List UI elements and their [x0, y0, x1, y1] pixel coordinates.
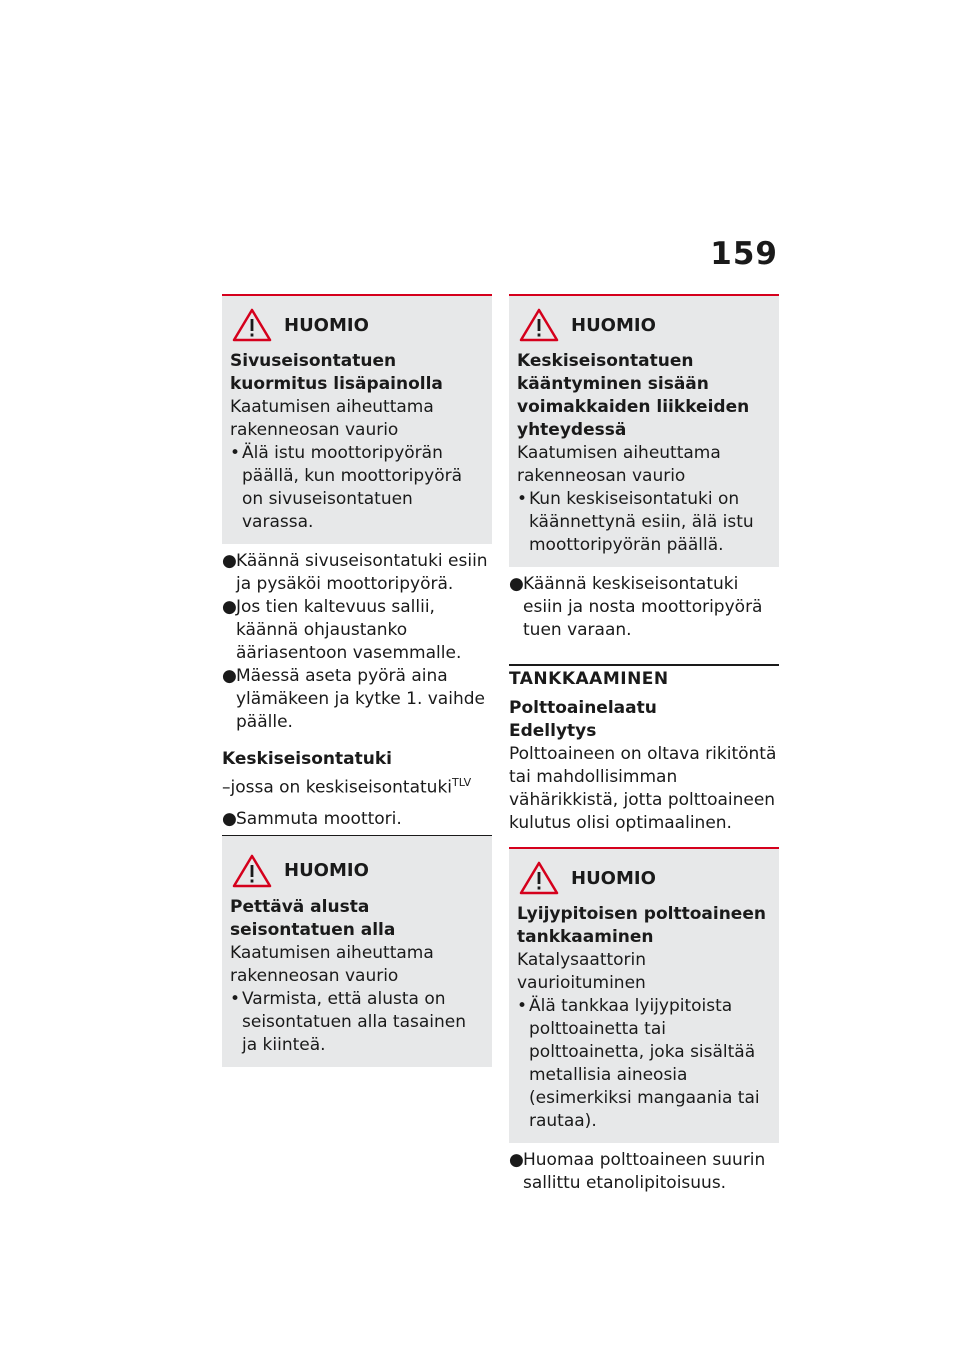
notice-text: Kaatumisen aiheuttama rakenneosan vaurio — [230, 942, 434, 986]
warning-triangle-icon — [519, 308, 559, 342]
action-list — [222, 550, 492, 734]
fuel-quality-heading: Polttoainelaatu — [509, 698, 657, 718]
notice-bullet: • Varmista, että alusta on seisontatuen alla tasainen ja kiinteä. — [230, 988, 467, 1055]
warning-triangle-icon — [519, 861, 559, 895]
section-title: TANKKAAMINEN — [509, 669, 669, 689]
action-item: ● Käännä keskiseisontatuki esiin ja nosta moottoripyörä tuen varaan. — [509, 574, 763, 640]
right-column — [509, 294, 779, 1195]
notice-box — [222, 836, 492, 1067]
variant-code: TLV — [452, 776, 472, 789]
action-list — [509, 573, 779, 642]
notice-text: Kaatumisen aiheuttama rakenneosan vaurio — [230, 397, 434, 440]
notice-box — [222, 294, 492, 544]
section-header — [509, 664, 779, 691]
notice-header — [519, 308, 771, 342]
center-stand-note: –jossa on keskiseisontatuki$^{TLV}$ — [222, 776, 472, 798]
notice-header — [519, 861, 771, 895]
notice-subject: Lyijypitoisen polttoaineen tankkaaminen — [517, 904, 766, 947]
notice-subject: Pettävä alusta seisontatuen alla — [230, 896, 396, 940]
action-list — [222, 808, 492, 831]
notice-text: Katalysaattorin vaurioituminen — [517, 950, 647, 993]
action-item: ● Jos tien kaltevuus sallii, käännä ohjaustanko ääriasentoon vasemmalle. — [222, 597, 462, 663]
notice-title: HUOMIO — [284, 860, 369, 882]
left-column — [222, 294, 492, 1067]
notice-bullet: • Älä tankkaa lyijypitoista polttoainetta tai polttoainetta, joka sisältää metallisia aineosia (esimerkiksi mangaania tai rautaa). — [517, 996, 760, 1131]
notice-header — [232, 854, 484, 888]
notice-header — [232, 308, 484, 342]
notice-text: Kaatumisen aiheuttama rakenneosan vaurio — [517, 443, 721, 486]
notice-subject: Keskiseisontatuen kääntyminen sisään voimakkaiden liikkeiden yhteydessä — [517, 351, 750, 440]
notice-box — [509, 847, 779, 1143]
notice-title: HUOMIO — [284, 314, 369, 336]
center-stand-heading: Keskiseisontatuki — [222, 749, 392, 769]
action-item: ● Huomaa polttoaineen suurin sallittu etanolipitoisuus. — [509, 1150, 766, 1193]
action-list — [509, 1149, 779, 1195]
page-number: 159 — [710, 236, 778, 272]
warning-triangle-icon — [232, 308, 272, 342]
action-item: ● Sammuta moottori. — [222, 808, 402, 829]
notice-title: HUOMIO — [571, 314, 656, 336]
action-item: ● Käännä sivuseisontatuki esiin ja pysäköi moottoripyörä. — [222, 551, 488, 594]
requirement-heading: Edellytys — [509, 721, 597, 741]
notice-bullet: • Kun keskiseisontatuki on käännettynä esiin, älä istu moottoripyörän päällä. — [517, 489, 754, 555]
notice-subject: Sivuseisontatuen kuormitus lisäpainolla — [230, 351, 443, 394]
notice-title: HUOMIO — [571, 867, 656, 889]
action-item: ● Mäessä aseta pyörä aina ylämäkeen ja kytke 1. vaihde päälle. — [222, 666, 485, 732]
notice-box — [509, 294, 779, 567]
notice-bullet: • Älä istu moottoripyörän päällä, kun moottoripyörä on sivuseisontatuen varassa. — [230, 443, 463, 532]
requirement-text: Polttoaineen on oltava rikitöntä tai mahdollisimman vähärikkistä, jotta polttoaineen kulutus olisi optimaalinen. — [509, 744, 777, 833]
warning-triangle-icon — [232, 854, 272, 888]
